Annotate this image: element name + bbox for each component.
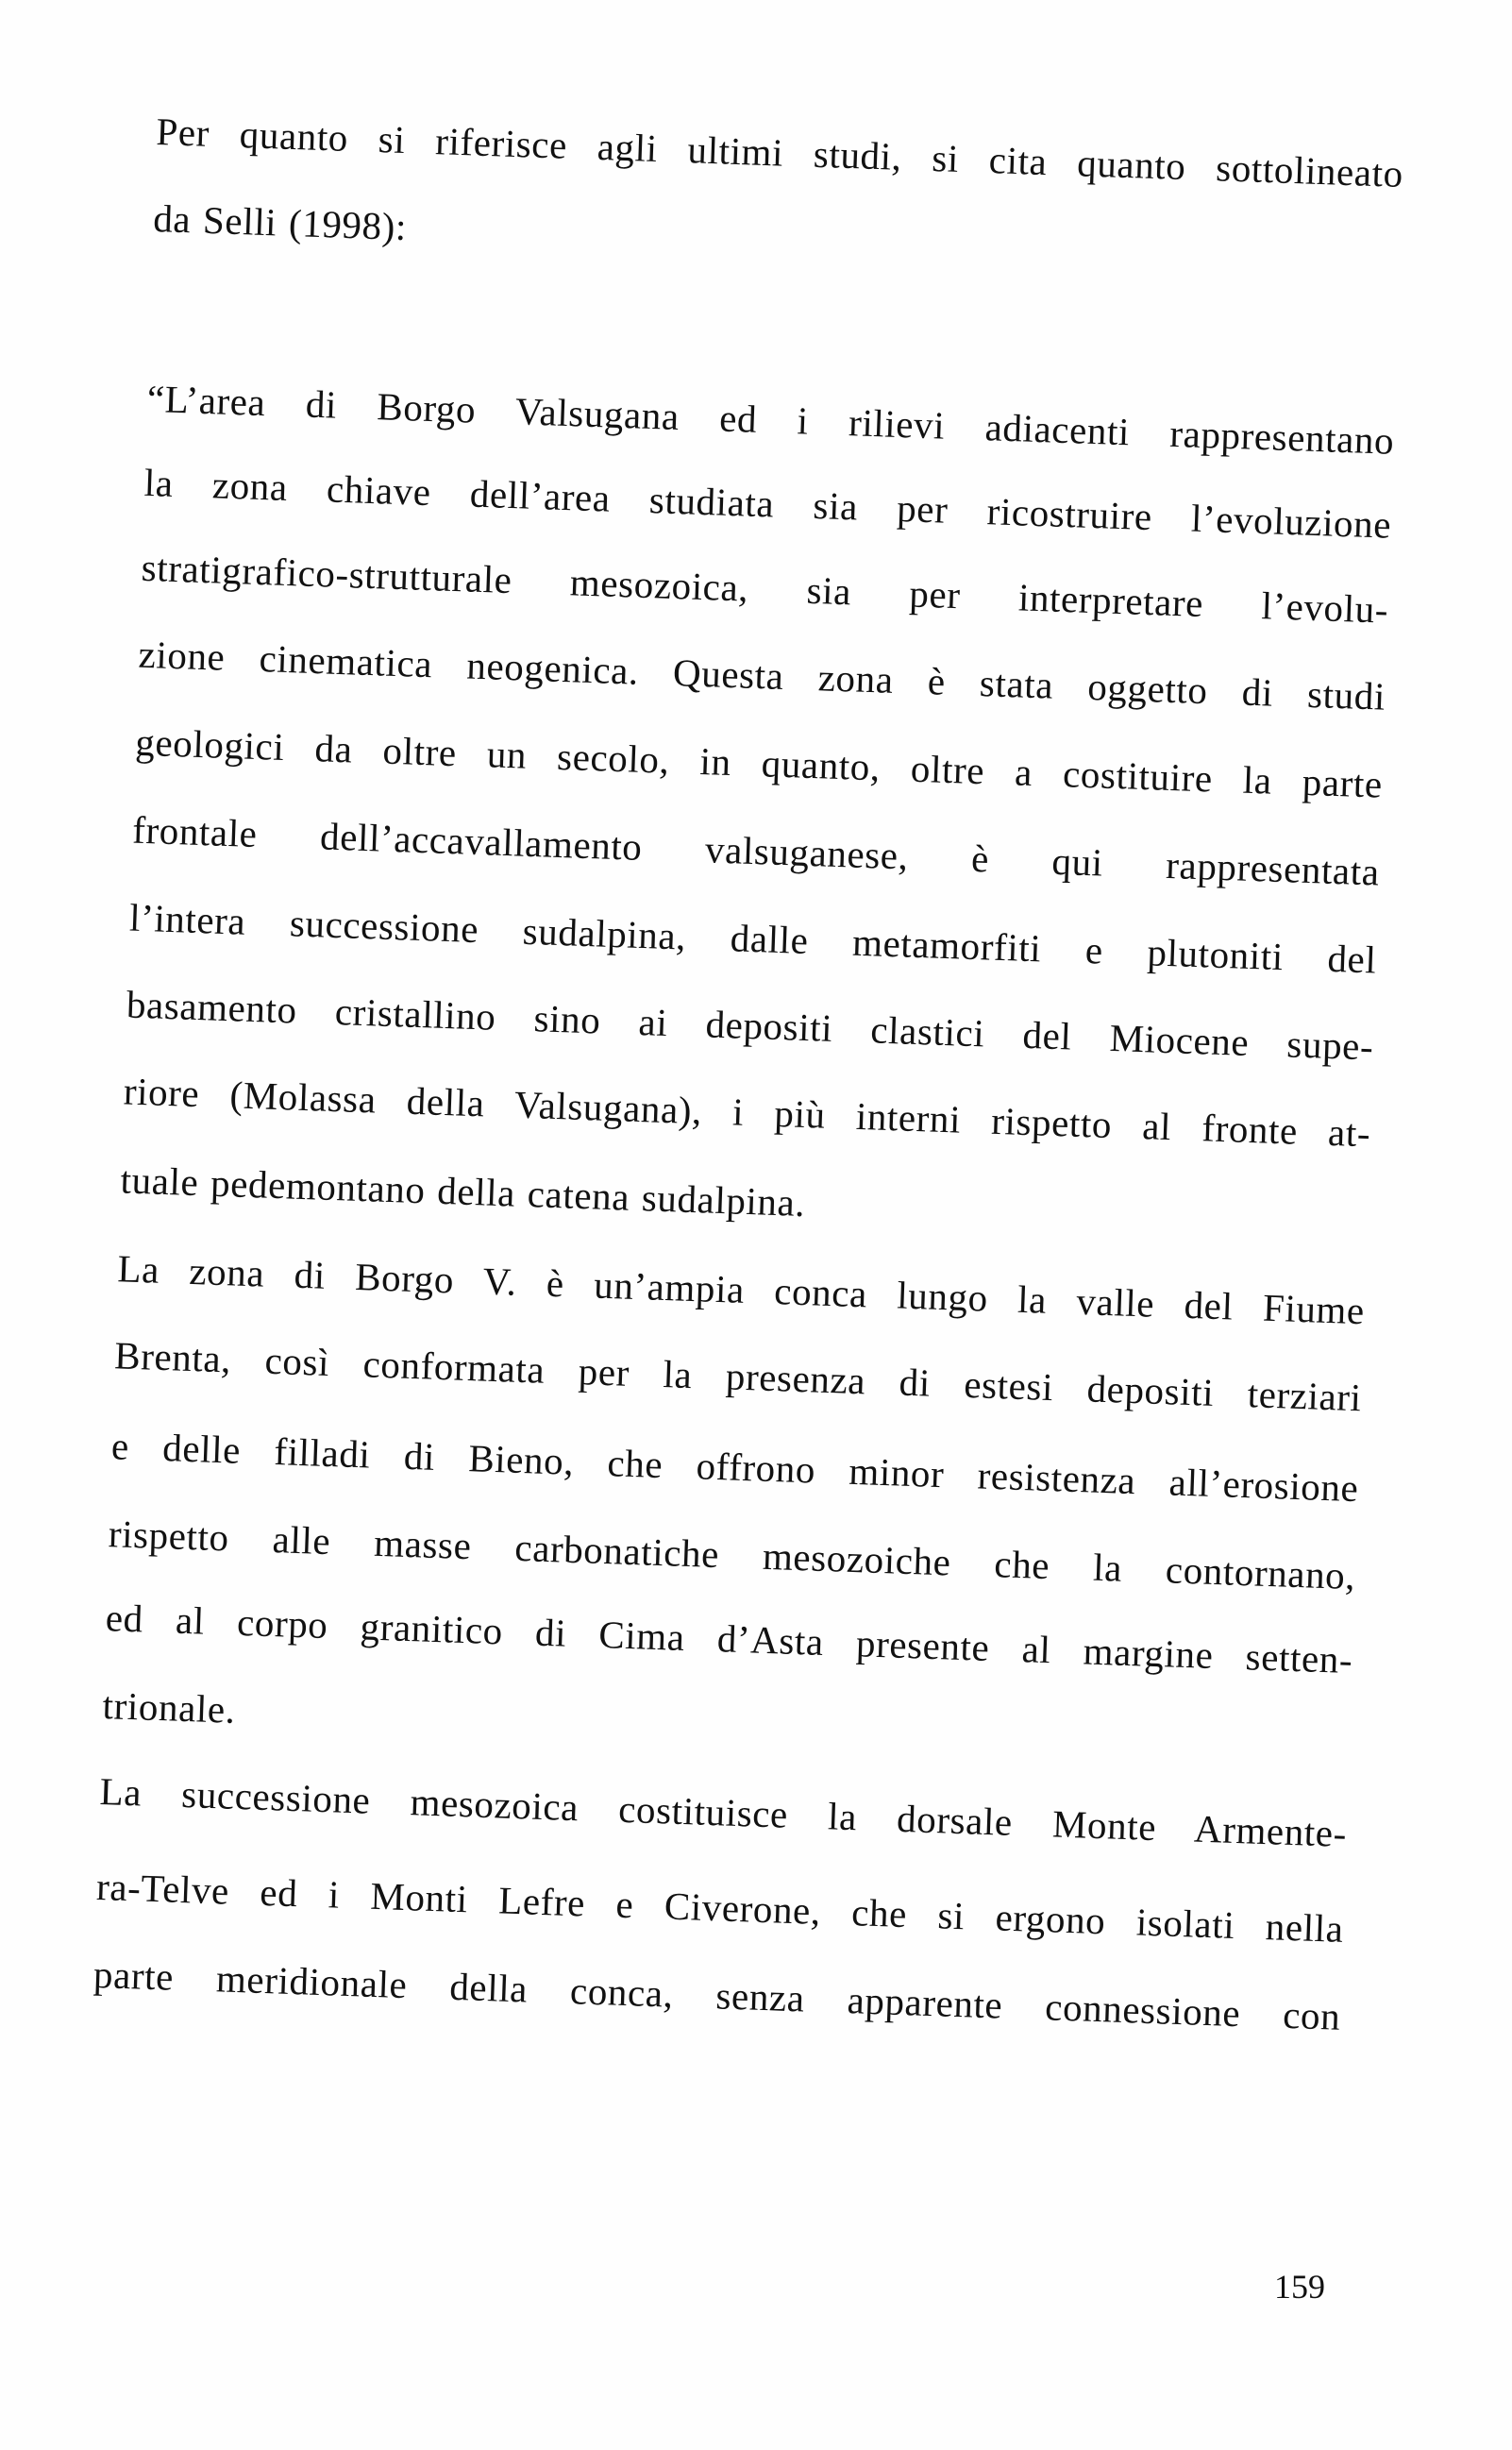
- quote-line: riore (Molassa della Valsugana), i più interni rispetto al fronte at-: [123, 1069, 1371, 1156]
- text-line: da Selli (1998):: [152, 195, 408, 249]
- text-line: parte meridionale della conca, senza apparente connessione con: [92, 1952, 1342, 2038]
- page-number: 159: [1274, 2268, 1325, 2306]
- text-line: Per quanto si riferisce agli ultimi studi, si cita quanto sottolineato: [155, 110, 1404, 195]
- quote-line: geologici da oltre un secolo, in quanto, oltre a costituire la parte: [134, 719, 1384, 806]
- text-line: La successione mesozoica costituisce la dorsale Monte Armente-: [98, 1769, 1348, 1855]
- text-line: trionale.: [102, 1683, 237, 1732]
- quote-line: basamento cristallino sino ai depositi clastici del Miocene supe-: [126, 982, 1375, 1069]
- quote-line: tuale pedemontano della catena sudalpina.: [119, 1157, 807, 1225]
- quote-line: frontale dell’accavallamento valsuganese, è qui rappresentata: [131, 807, 1381, 894]
- quote-line: “L’area di Borgo Valsugana ed i rilievi adiacenti rappresentano: [146, 376, 1395, 463]
- quote-line: stratigrafico-strutturale mesozoica, sia per interpretare l’evolu-: [141, 545, 1389, 632]
- text-line: La zona di Borgo V. è un’ampia conca lungo la valle del Fiume: [116, 1246, 1366, 1333]
- text-line: rispetto alle masse carbonatiche mesozoiche che la contornano,: [108, 1512, 1356, 1598]
- quote-line: zione cinematica neogenica. Questa zona è stata oggetto di studi: [137, 632, 1386, 718]
- quote-line: l’intera successione sudalpina, dalle metamorfiti e plutoniti del: [128, 895, 1378, 982]
- body-text: [92, 110, 1404, 2076]
- text-line: Brenta, così conformata per la presenza di estesi depositi terziari: [113, 1333, 1363, 1420]
- text-line: ed al corpo granitico di Cima d’Asta presente al margine setten-: [105, 1596, 1353, 1682]
- text-line: ra-Telve ed i Monti Lefre e Civerone, che si ergono isolati nella: [95, 1864, 1345, 1951]
- text-line: e delle filladi di Bieno, che offrono minor resistenza all’erosione: [110, 1424, 1360, 1511]
- quote-line: la zona chiave dell’area studiata sia per ricostruire l’evoluzione: [143, 460, 1392, 547]
